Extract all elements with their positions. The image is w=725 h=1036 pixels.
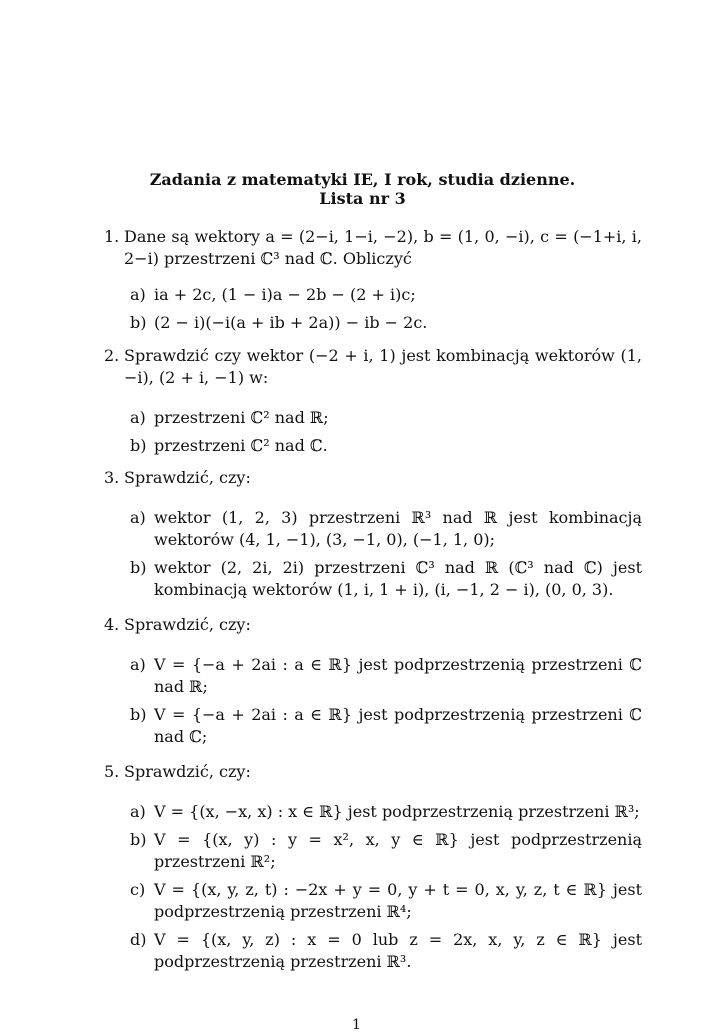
sub-item-label: b) (130, 313, 147, 332)
sub-item (130, 654, 642, 698)
sub-item (130, 435, 642, 457)
sub-item-label: a) (130, 408, 146, 427)
sub-item (130, 507, 642, 551)
problem-3 (104, 467, 642, 601)
sub-item (130, 879, 642, 923)
problem-number: 4. (104, 615, 120, 634)
sub-item-label: b) (130, 705, 147, 724)
sub-item-label: a) (130, 285, 146, 304)
problem-number: 5. (104, 762, 120, 781)
sub-item-text: V = {−a + 2ai : a ∈ ℝ} jest podprzestrzenią przestrzeni ℂ nad ℝ; (154, 655, 642, 696)
sub-item-label: b) (130, 830, 147, 849)
problem-text: Sprawdzić, czy: (124, 468, 251, 487)
problem-number: 1. (104, 227, 120, 246)
problem-1 (104, 226, 642, 334)
sub-item-label: a) (130, 655, 146, 674)
subtitle-line: Lista nr 3 (319, 189, 406, 208)
problem-4 (104, 614, 642, 748)
page-number: 1 (352, 1017, 361, 1033)
problem-5 (104, 761, 642, 973)
sub-item-label: a) (130, 802, 146, 821)
sub-item-label: b) (130, 558, 147, 577)
document-title (0, 170, 725, 208)
sub-item-text: wektor (1, 2, 3) przestrzeni ℝ³ nad ℝ jest kombinacją wektorów (4, 1, −1), (3, −1, 0), (−1, 1, 0); (154, 508, 642, 549)
sub-item (130, 407, 642, 429)
sub-item-text: przestrzeni ℂ² nad ℂ. (154, 436, 328, 455)
problem-text: Sprawdzić, czy: (124, 762, 251, 781)
sub-item (130, 929, 642, 973)
sub-item-text: przestrzeni ℂ² nad ℝ; (154, 408, 329, 427)
problem-number: 2. (104, 346, 120, 365)
sub-item (130, 829, 642, 873)
sub-item-text: V = {(x, y, z, t) : −2x + y = 0, y + t = 0, x, y, z, t ∈ ℝ} jest podprzestrzenią przestrzeni ℝ⁴; (154, 880, 642, 921)
sub-item (130, 557, 642, 601)
sub-item-text: wektor (2, 2i, 2i) przestrzeni ℂ³ nad ℝ (ℂ³ nad ℂ) jest kombinacją wektorów (1, i, 1 + i), (i, −1, 2 − i), (0, 0, 3). (154, 558, 642, 599)
sub-item-text: V = {(x, y, z) : x = 0 lub z = 2x, x, y, z ∈ ℝ} jest podprzestrzenią przestrzeni ℝ³. (154, 930, 642, 971)
sub-item-text: ia + 2c, (1 − i)a − 2b − (2 + i)c; (154, 285, 416, 304)
sub-item (130, 704, 642, 748)
problem-text: Sprawdzić czy wektor (−2 + i, 1) jest kombinacją wektorów (1, −i), (2 + i, −1) w: (124, 346, 642, 387)
sub-item-text: V = {(x, −x, x) : x ∈ ℝ} jest podprzestrzenią przestrzeni ℝ³; (154, 802, 640, 821)
title-line: Zadania z matematyki IE, I rok, studia dzienne. (149, 170, 576, 189)
problem-2 (104, 345, 642, 457)
problem-number: 3. (104, 468, 120, 487)
sub-item-text: (2 − i)(−i(a + ib + 2a)) − ib − 2c. (154, 313, 428, 332)
sub-item-text: V = {−a + 2ai : a ∈ ℝ} jest podprzestrzenią przestrzeni ℂ nad ℂ; (154, 705, 642, 746)
sub-item-label: a) (130, 508, 146, 527)
sub-item-text: V = {(x, y) : y = x², x, y ∈ ℝ} jest podprzestrzenią przestrzeni ℝ²; (154, 830, 642, 871)
sub-item (130, 312, 642, 334)
problem-text: Dane są wektory a = (2−i, 1−i, −2), b = (1, 0, −i), c = (−1+i, i, 2−i) przestrzeni ℂ³ nad ℂ. Obliczyć (124, 227, 642, 268)
sub-item-label: c) (130, 880, 146, 899)
sub-item (130, 801, 642, 823)
sub-item (130, 284, 642, 306)
sub-item-label: d) (130, 930, 147, 949)
sub-item-label: b) (130, 436, 147, 455)
problem-text: Sprawdzić, czy: (124, 615, 251, 634)
